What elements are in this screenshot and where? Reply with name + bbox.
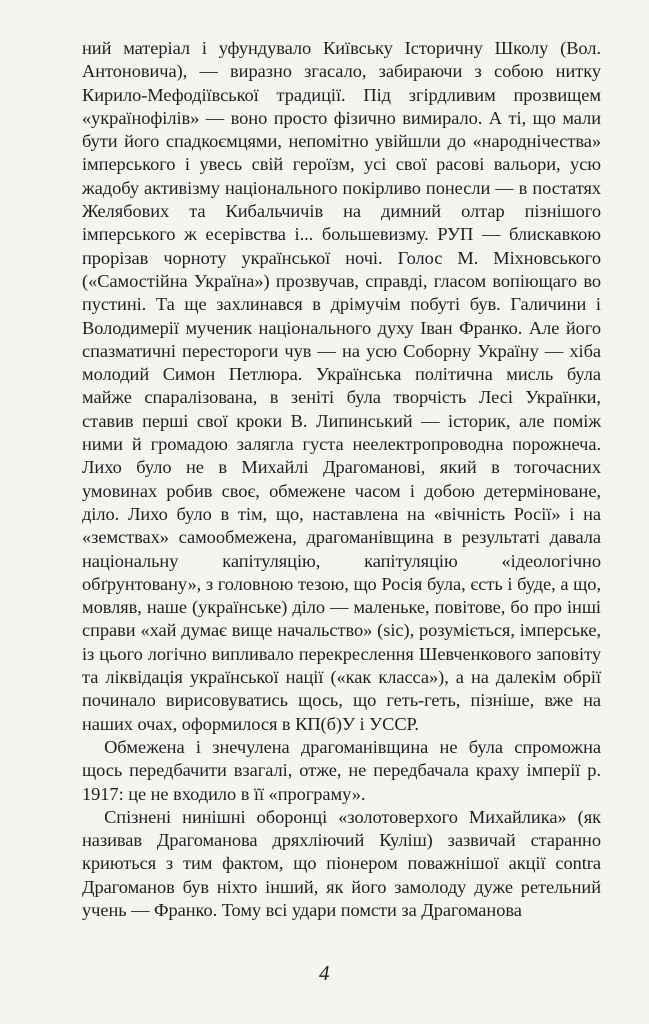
page-number: 4 xyxy=(319,961,330,985)
paragraph-1: ний матеріал і уфундувало Київську Історичну Школу (Вол. Антоновича), — виразно згасало, забираючи з собою нитку Кирило-Мефодіївської традиції. Під згірдливим прозвищем «українофілів» — воно просто фізично вимирало. А ті, що мали бути його спадкоємцями, непомітно увійшли до «народнічества» імперського і увесь свій героїзм, усі свої расові вальори, усю жадобу активізму національного покірливо понесли — в постатях Желябових та Кибальчичів на димний олтар пізнішого імперського ж есерівства і... большевизму. РУП — блискавкою прорізав чорноту української ночі. Голос М. Міхновського («Самостійна Україна») прозвучав, справді, гласом вопіющаго во пустині. Та ще захлинався в дрімучім побуті був. Галичини і Володимерії мученик національного духу Іван Франко. Але його спазматичні перестороги чув — на усю Соборну Україну — хіба молодий Симон Петлюра. Українська політична мисль була майже спаралізована, в зеніті була творчість Лесі Українки, ставив перші свої кроки В. Липинський — історик, але поміж ними й громадою залягла густа неелектропроводна порожнеча. Лихо було не в Михайлі Драгоманові, який в тогочасних умовинах робив своє, обмежене часом і добою детерміноване, діло. Лихо було в тім, що, наставлена на «вічність Росії» і на «земствах» самообмежена, драгоманівщина в результаті давала національну капітуляцію, капітуляцію «ідеологічно обґрунтовану», з головною тезою, що Росія була, єсть і буде, а що, мовляв, наше (українське) діло — маленьке, повітове, бо про інші справи «хай думає вище начальство» (sic), розуміється, імперське, із цього логічно випливало перекреслення Шевченкового заповіту та ліквідація української нації («как класса»), а на далекім обрії починало вирисовуватись щось, що геть-геть, пізніше, вже на наших очах, оформилося в КП(б)У і УССР. xyxy=(82,38,601,734)
paragraph-3: Спізнені нинішні оборонці «золотоверхого Михайлика» (як називав Драгоманова дряхліючий Куліш) зазвичай старанно криються з тим фактом, що піонером поважнішої акції contra Драгоманов був ніхто інший, як його замолоду дуже ретельний учень — Франко. Тому всі удари помсти за Драгоманова xyxy=(82,806,601,920)
paragraph-2: Обмежена і знечулена драгоманівщина не була спроможна щось передбачити взагалі, отже, не передбачала краху імперії р. 1917: це не входило в її «програму». xyxy=(82,736,601,804)
body-text xyxy=(82,37,601,922)
